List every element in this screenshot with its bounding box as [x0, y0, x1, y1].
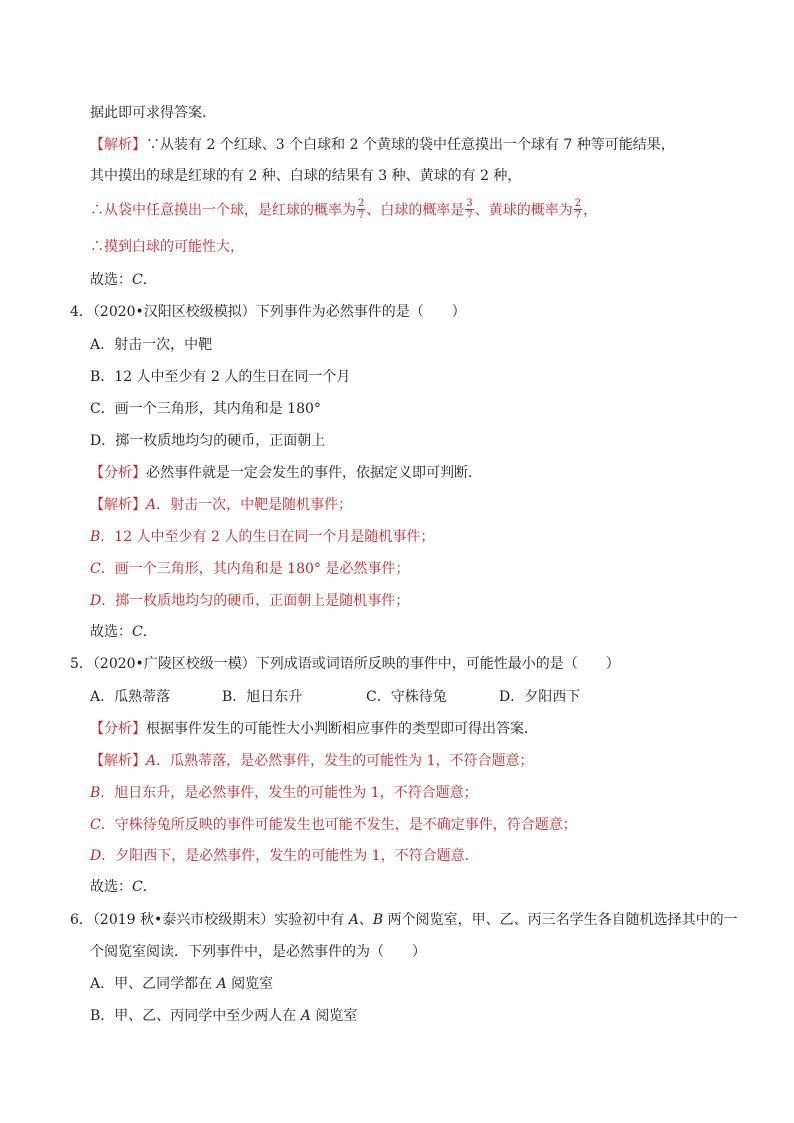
- q4-solution-d: [90, 592, 409, 610]
- solution-text: ．射击一次，中靶是随机事件；: [156, 497, 353, 513]
- analysis-text: 根据事件发生的可能性大小判断相应事件的类型即可得出答案．: [146, 721, 538, 737]
- answer-end: ．: [142, 272, 157, 288]
- solution-letter: D: [90, 848, 102, 864]
- q5-option-c: C．守株待兔: [366, 689, 447, 705]
- q4-solution-a: [90, 496, 352, 514]
- q5-option-b: B．旭日东升: [222, 689, 303, 705]
- text-line: 据此即可求得答案．: [90, 105, 216, 121]
- fraction-numerator: 2: [358, 198, 365, 209]
- solution-tag: 【解析】: [90, 753, 146, 769]
- text-segment: 阅览室: [310, 1008, 358, 1024]
- answer-letter: C: [132, 624, 143, 640]
- q5-solution-b: [90, 784, 478, 802]
- answer-line: [90, 271, 157, 289]
- fraction-numerator: 2: [574, 198, 582, 209]
- answer-letter: C: [132, 879, 143, 895]
- text-segment: 、白球的概率是: [366, 202, 465, 219]
- solution-text: ．旭日东升，是必然事件，发生的可能性为 1，不符合题意；: [100, 785, 478, 801]
- question-5-stem: 5．（2020•广陵区校级一模）下列成语或词语所反映的事件中，可能性最小的是（ ）: [70, 656, 620, 672]
- q4-solution-b: [90, 528, 434, 546]
- text-segment: ，: [583, 202, 598, 219]
- q4-option-a: A．射击一次，中靶: [90, 337, 213, 353]
- fraction: [574, 198, 582, 221]
- text-line: ∴摸到白球的可能性大，: [90, 239, 244, 255]
- solution-letter: D: [90, 593, 102, 609]
- solution-text: ．12 人中至少有 2 人的生日在同一个月是随机事件；: [100, 529, 435, 545]
- answer-label: 故选：: [90, 879, 132, 895]
- variable-b: B: [372, 912, 384, 928]
- q4-answer: [90, 623, 157, 641]
- answer-label: 故选：: [90, 272, 132, 288]
- solution-line: [90, 136, 675, 154]
- q4-analysis: [90, 464, 482, 482]
- text-segment: 、: [358, 912, 373, 928]
- solution-letter: A: [146, 497, 157, 513]
- solution-letter: B: [90, 785, 101, 801]
- q4-solution-c: [90, 560, 409, 578]
- analysis-tag: 【分析】: [90, 721, 146, 737]
- q5-analysis: [90, 720, 538, 738]
- q6-option-a: [90, 975, 273, 993]
- answer-end: ．: [142, 879, 157, 895]
- solution-tag: 【解析】: [90, 137, 146, 153]
- q5-option-d: D．夕阳西下: [499, 689, 581, 705]
- q4-option-b: B．12 人中至少有 2 人的生日在同一个月: [90, 369, 351, 385]
- solution-text: ．夕阳西下，是必然事件，发生的可能性为 1，不符合题意．: [101, 848, 479, 864]
- variable-a: A: [300, 1008, 311, 1024]
- fraction-denominator: 7: [358, 210, 365, 221]
- solution-letter: A: [146, 753, 157, 769]
- fraction-numerator: 3: [466, 198, 473, 209]
- question-6-stem-cont: 个阅览室阅读．下列事件中，是必然事件的为（ ）: [90, 944, 426, 960]
- solution-text: ．画一个三角形，其内角和是 180° 是必然事件；: [100, 561, 410, 577]
- analysis-tag: 【分析】: [90, 465, 146, 481]
- solution-tag: 【解析】: [90, 497, 146, 513]
- q5-answer: [90, 878, 157, 896]
- solution-text: ∵从装有 2 个红球、3 个白球和 2 个黄球的袋中任意摸出一个球有 7 种等可能结果，: [146, 137, 675, 153]
- q4-option-d: D．掷一枚质地均匀的硬币，正面朝上: [90, 433, 326, 449]
- solution-letter: C: [90, 817, 101, 833]
- question-4-stem: 4．（2020•汉阳区校级模拟）下列事件为必然事件的是（ ）: [70, 304, 466, 320]
- answer-letter: C: [132, 272, 143, 288]
- q4-option-c: C．画一个三角形，其内角和是 180°: [90, 401, 321, 417]
- fraction: [465, 198, 473, 221]
- fraction-denominator: 7: [574, 210, 582, 221]
- solution-text: ．掷一枚质地均匀的硬币，正面朝上是随机事件；: [101, 593, 410, 609]
- solution-letter: B: [90, 529, 101, 545]
- text-segment: 、黄球的概率为: [474, 202, 573, 219]
- fraction-denominator: 7: [466, 210, 473, 221]
- answer-label: 故选：: [90, 624, 132, 640]
- probability-line: [90, 199, 597, 222]
- text-segment: B．甲、乙、丙同学中至少两人在: [90, 1008, 301, 1024]
- text-segment: 阅览室: [226, 976, 274, 992]
- solution-letter: C: [90, 561, 101, 577]
- text-segment: 6．（2019 秋•泰兴市校级期末）实验初中有: [70, 912, 349, 928]
- text-segment: ∴从袋中任意摸出一个球，是红球的概率为: [90, 202, 356, 219]
- text-segment: A．甲、乙同学都在: [90, 976, 217, 992]
- variable-a: A: [348, 912, 359, 928]
- text-segment: 两个阅览室，甲、乙、丙三名学生各自随机选择其中的一: [383, 912, 738, 928]
- q5-solution-d: [90, 847, 479, 865]
- q5-solution-c: [90, 816, 577, 834]
- question-6-stem: [70, 911, 738, 929]
- fraction: [357, 198, 365, 221]
- text-line: 其中摸出的球是红球的有 2 种、白球的结果有 3 种、黄球的有 2 种，: [90, 168, 522, 184]
- q5-solution-a: [90, 752, 533, 770]
- q6-option-b: [90, 1007, 357, 1025]
- answer-end: ．: [142, 624, 157, 640]
- analysis-text: 必然事件就是一定会发生的事件，依据定义即可判断．: [146, 465, 482, 481]
- solution-text: ．瓜熟蒂落，是必然事件，发生的可能性为 1，不符合题意；: [156, 753, 534, 769]
- variable-a: A: [216, 976, 227, 992]
- q5-option-a: A．瓜熟蒂落: [90, 689, 171, 705]
- solution-text: ．守株待兔所反映的事件可能发生也可能不发生，是不确定事件，符合题意；: [100, 817, 577, 833]
